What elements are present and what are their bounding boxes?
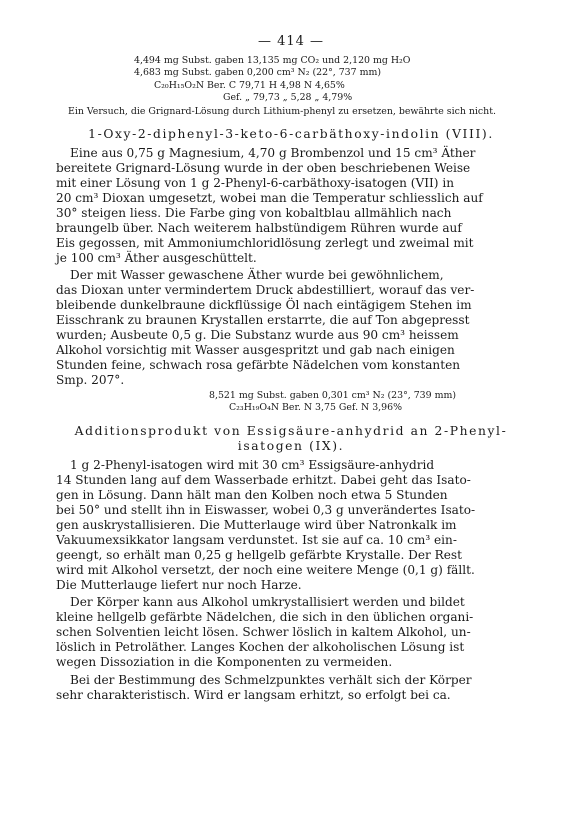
paragraph-2: [56, 268, 526, 387]
text-line: löslich in Petroläther. Langes Kochen der alkoholischen Lösung ist: [56, 640, 465, 655]
text-line: braungelb über. Nach weiterem halbstündigem Rühren wurde auf: [56, 220, 462, 235]
page-number: — 414 —: [257, 34, 325, 49]
text-line: Der Körper kann aus Alkohol umkrystallisiert werden und bildet: [70, 595, 465, 610]
text-line: Bei der Bestimmung des Schmelzpunktes verhält sich der Körper: [70, 672, 472, 687]
text-line: Die Mutterlauge liefert nur noch Harze.: [56, 577, 302, 592]
text-line: wegen Dissoziation in die Komponenten zu vermeiden.: [56, 655, 393, 670]
text-line: sehr charakteristisch. Wird er langsam erhitzt, so erfolgt bei ca.: [56, 687, 451, 702]
text-line: je 100 cm³ Äther ausgeschüttelt.: [56, 250, 257, 265]
text-line: gen in Lösung. Dann hält man den Kolben noch etwa 5 Stunden: [56, 488, 448, 503]
heading-line: Additionsprodukt von Essigsäure-anhydrid an 2-Phenyl-: [74, 424, 508, 439]
analysis-line: C₂₃H₁₉O₄N Ber. N 3,75 Gef. N 3,96%: [229, 401, 402, 413]
text-line: Der mit Wasser gewaschene Äther wurde bei gewöhnlichem,: [70, 268, 444, 283]
text-line: 20 cm³ Dioxan umgesetzt, wobei man die Temperatur schliesslich auf: [56, 190, 483, 205]
text-line: wurden; Ausbeute 0,5 g. Die Substanz wurde aus 90 cm³ heissem: [56, 328, 459, 343]
analysis-line: 8,521 mg Subst. gaben 0,301 cm³ N₂ (23°, 739 mm): [209, 389, 457, 401]
text-line: Alkohol vorsichtig mit Wasser ausgespritzt und gab nach einigen: [56, 342, 455, 357]
analysis-block-2: [209, 390, 526, 415]
text-line: Eisschrank zu braunen Krystallen erstarrte, die auf Ton abgepresst: [56, 313, 470, 328]
text-line: schen Solventien leicht lösen. Schwer löslich in kaltem Alkohol, un-: [56, 625, 471, 640]
analysis-line: 4,683 mg Subst. gaben 0,200 cm³ N₂ (22°, 737 mm): [134, 67, 382, 79]
text-line: bereitete Grignard-Lösung wurde in der oben beschriebenen Weise: [56, 161, 471, 176]
section-heading-1: 1-Oxy-2-diphenyl-3-keto-6-carbäthoxy-indolin (VIII).: [88, 127, 494, 142]
analysis-line: 4,494 mg Subst. gaben 13,135 mg CO₂ und 2,120 mg H₂O: [134, 55, 411, 66]
text-line: Eine aus 0,75 g Magnesium, 4,70 g Brombenzol und 15 cm³ Äther: [70, 146, 476, 161]
text-line: 30° steigen liess. Die Farbe ging von kobaltblau allmählich nach: [56, 205, 452, 220]
text-line: geengt, so erhält man 0,25 g hellgelb gefärbte Krystalle. Der Rest: [56, 547, 462, 562]
text-line: das Dioxan unter vermindertem Druck abdestilliert, worauf das ver-: [56, 283, 475, 298]
analysis-block-1: [134, 55, 526, 104]
text-line: gen auskrystallisieren. Die Mutterlauge wird über Natronkalk im: [56, 517, 457, 532]
text-line: Vakuumexsikkator langsam verdunstet. Ist sie auf ca. 10 cm³ ein-: [56, 532, 457, 547]
paragraph-5: [56, 673, 526, 703]
text-line: bei 50° und stellt ihn in Eiswasser, wobei 0,3 g unverändertes Isato-: [56, 503, 476, 517]
note: Ein Versuch, die Grignard-Lösung durch Lithium-phenyl zu ersetzen, bewährte sich nicht.: [68, 106, 496, 118]
section-heading-2: [56, 424, 526, 454]
text-line: Eis gegossen, mit Ammoniumchloridlösung zerlegt und zweimal mit: [56, 235, 474, 250]
heading-line: isatogen (IX).: [237, 439, 345, 454]
analysis-line: Gef. „ 79,73 „ 5,28 „ 4,79%: [223, 91, 353, 103]
analysis-line: C₂₀H₁₅O₂N Ber. C 79,71 H 4,98 N 4,65%: [154, 79, 345, 91]
text-line: mit einer Lösung von 1 g 2-Phenyl-6-carbäthoxy-isatogen (VII) in: [56, 176, 454, 190]
text-line: wird mit Alkohol versetzt, der noch eine weitere Menge (0,1 g) fällt.: [56, 562, 475, 577]
paragraph-4: [56, 595, 526, 670]
paragraph-3: [56, 458, 526, 592]
text-line: 14 Stunden lang auf dem Wasserbade erhitzt. Dabei geht das Isato-: [56, 473, 471, 488]
text-line: bleibende dunkelbraune dickflüssige Öl nach eintägigem Stehen im: [56, 298, 472, 313]
text-line: Stunden feine, schwach rosa gefärbte Nädelchen vom konstanten: [56, 357, 461, 372]
paragraph-1: [56, 146, 526, 265]
text-line: kleine hellgelb gefärbte Nädelchen, die sich in den üblichen organi-: [56, 610, 474, 625]
text-line: 1 g 2-Phenyl-isatogen wird mit 30 cm³ Essigsäure-anhydrid: [70, 458, 435, 473]
text-line: Smp. 207°.: [56, 372, 125, 387]
